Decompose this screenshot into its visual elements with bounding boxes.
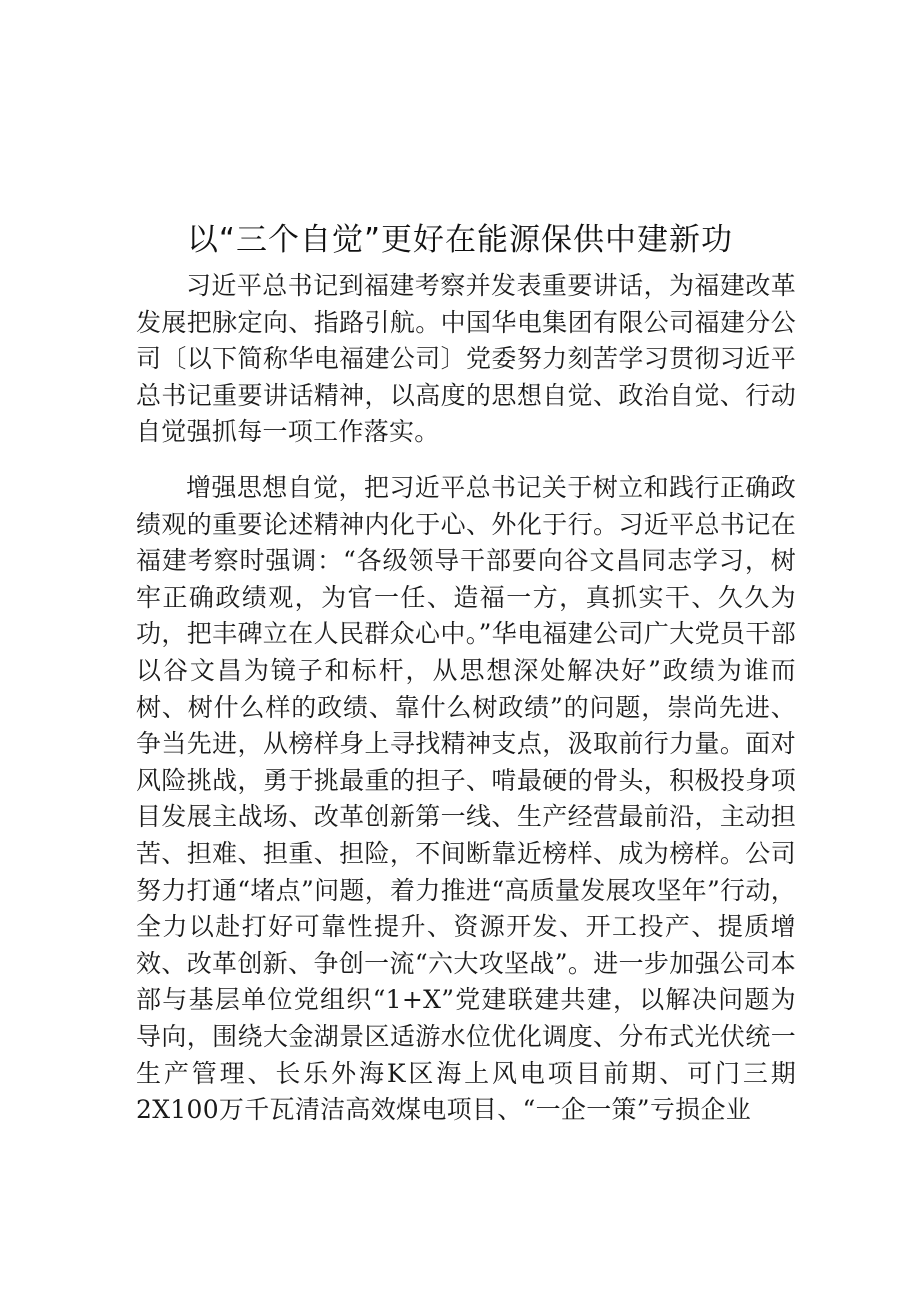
paragraph-intro: 习近平总书记到福建考察并发表重要讲话，为福建改革发展把脉定向、指路引航。中国华电集团有限公司福建分公司〔以下简称华电福建公司〕党委努力刻苦学习贯彻习近平总书记重要讲话精神，以高度的思想自觉、政治自觉、行动自觉强抓每一项工作落实。 [136,271,796,447]
paragraph-ideological-awareness: 增强思想自觉，把习近平总书记关于树立和践行正确政绩观的重要论述精神内化于心、外化于行。习近平总书记在福建考察时强调：“各级领导干部要向谷文昌同志学习，树牢正确政绩观，为官一任、造福一方，真抓实干、久久为功，把丰碑立在人民群众心中。”华电福建公司广大党员干部以谷文昌为镜子和标杆，从思想深处解决好”政绩为谁而树、树什么样的政绩、靠什么树政绩”的问题，崇尚先进、争当先进，从榜样身上寻找精神支点，汲取前行力量。面对风险挑战，勇于挑最重的担子、啃最硬的骨头，积极投身项目发展主战场、改革创新第一线、生产经营最前沿，主动担苦、担难、担重、担险，不间断靠近榜样、成为榜样。公司努力打通“堵点”问题，着力推进“高质量发展攻坚年”行动，全力以赴打好可靠性提升、资源开发、开工投产、提质增效、改革创新、争创一流“六大攻坚战”。进一步加强公司本部与基层单位党组织“1+X”党建联建共建，以解决问题为导向，围绕大金湖景区适游水位优化调度、分布式光伏统一生产管理、长乐外海K区海上风电项目前期、可门三期2X100万千瓦清洁高效煤电项目、“一企一策”亏损企业 [136,473,796,1125]
document-title: 以“三个自觉”更好在能源保供中建新功 [186,222,734,258]
